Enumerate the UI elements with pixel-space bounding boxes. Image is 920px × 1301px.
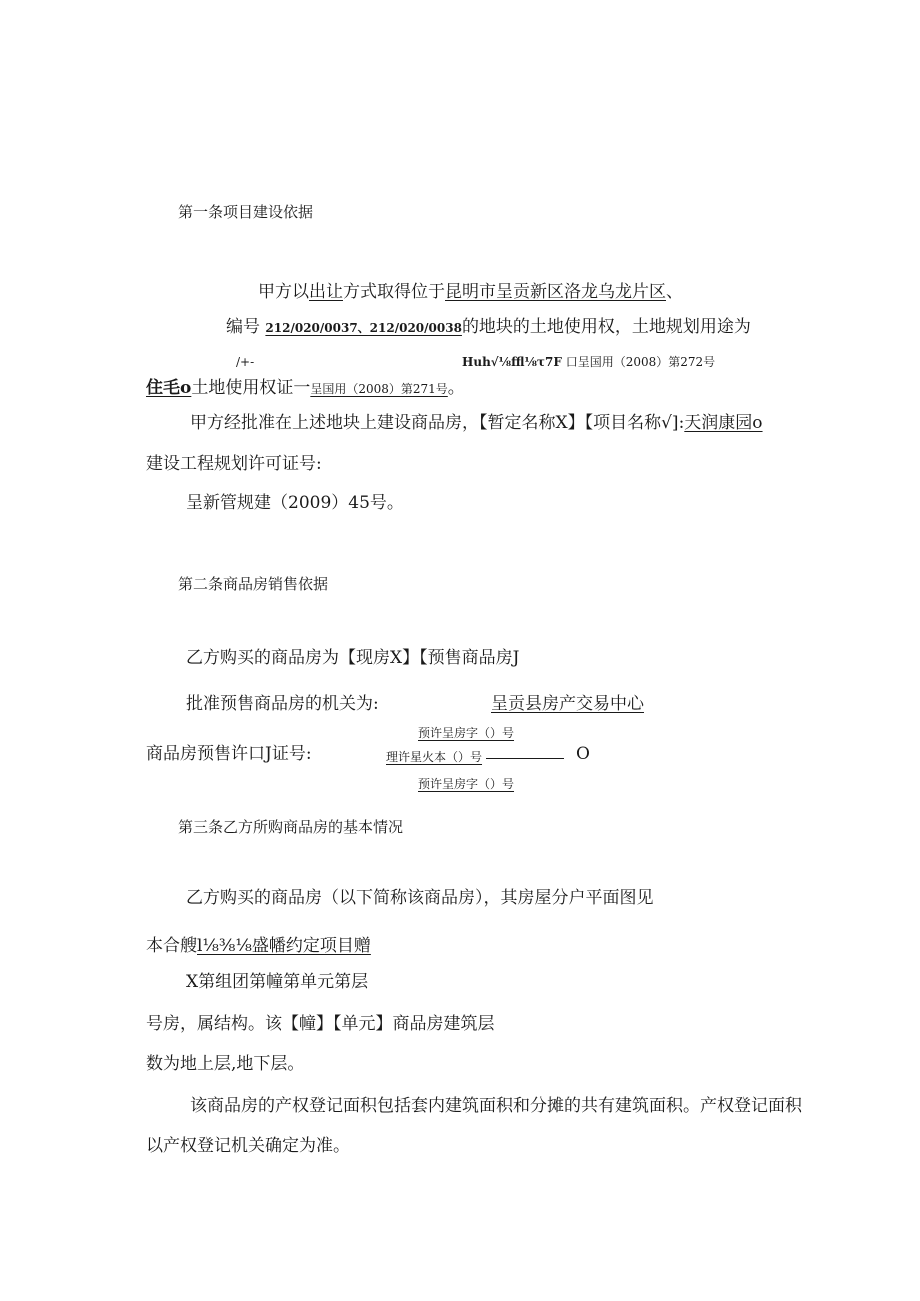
paragraph-contract-ref — [146, 938, 371, 955]
text-fragment: 土地使用权证一 — [191, 378, 311, 398]
paragraph-approval-authority — [186, 694, 644, 714]
presale-permit-text: 预许呈房字（）号 — [418, 726, 515, 740]
land-certificate-number: 呈国用（2008）第271号 — [310, 382, 448, 396]
paragraph-parcel-number — [226, 319, 751, 336]
article-1-heading: 第一条项目建设依据 — [178, 203, 314, 221]
paragraph-presale-permit: 商品房预售许口J证号: — [146, 744, 312, 764]
garbled-text: Huh√⅛ffl⅛τ7F — [462, 355, 562, 369]
paragraph-area-authority: 以产权登记机关确定为准。 — [146, 1136, 350, 1156]
text-fragment: 编号 — [226, 317, 260, 337]
planning-permit-label: 建设工程规划许可证号: — [146, 454, 322, 474]
presale-permit-text: 理许星火本（）号 — [386, 750, 483, 764]
text-fragment: 方式取得位于 — [343, 282, 445, 302]
approval-authority: 呈贡县房产交易中心 — [491, 694, 644, 714]
parcel-numbers: 212/020/0037、212/020/0038 — [265, 321, 462, 335]
article-2-heading: 第二条商品房销售依据 — [178, 575, 329, 593]
article-3-heading: 第三条乙方所购商品房的基本情况 — [178, 818, 404, 836]
paragraph-house-type: 乙方购买的商品房为【现房X】【预售商品房J — [186, 648, 520, 668]
paragraph-structure: 号房，属结构。该【幢】【单元】商品房建筑层 — [146, 1014, 495, 1034]
text-fragment: 批准预售商品房的机关为: — [186, 694, 379, 714]
project-name: 天润康园o — [684, 413, 763, 433]
presale-permit-option-mid — [386, 751, 566, 763]
text-fragment: 甲方以 — [258, 282, 309, 302]
presale-permit-text: 预许呈房字（）号 — [418, 777, 515, 791]
paragraph-registered-area: 该商品房的产权登记面积包括套内建筑面积和分摊的共有建筑面积。产权登记面积 — [190, 1096, 802, 1116]
paragraph-land-use — [146, 380, 465, 397]
text-fragment: 、 — [666, 282, 683, 302]
paragraph-land-acquisition — [258, 284, 683, 301]
text-fragment: 本合艘 — [146, 936, 197, 956]
land-use-purpose: 住毛o — [146, 378, 192, 398]
paragraph-building-location: X第组团第幢第单元第层 — [186, 972, 369, 992]
transfer-method: 出让 — [309, 282, 343, 302]
presale-permit-option-top — [418, 727, 514, 739]
certificate-number: 口呈国用（2008）第272号 — [565, 355, 716, 369]
text-fragment: 。 — [447, 378, 465, 398]
land-certificate-line — [462, 356, 715, 368]
presale-permit-option-bottom — [418, 778, 514, 790]
blank-line — [486, 757, 564, 759]
text-fragment: 的地块的土地使用权，土地规划用途为 — [461, 317, 751, 337]
garbled-fragment: /+- — [236, 355, 255, 369]
paragraph-project-name — [190, 415, 763, 432]
land-location: 昆明市呈贡新区洛龙乌龙片区 — [445, 282, 666, 302]
paragraph-floor-plan: 乙方购买的商品房（以下简称该商品房），其房屋分户平面图见 — [186, 888, 654, 908]
planning-permit-number: 呈新管规建（2009）45号。 — [186, 493, 404, 513]
paragraph-floors: 数为地上层,地下层。 — [146, 1054, 305, 1074]
text-fragment: 甲方经批准在上述地块上建设商品房，【暂定名称X】【项目名称√]: — [190, 413, 685, 433]
garbled-text: l⅛⅜⅛盛幡约定项目赠 — [197, 936, 371, 956]
presale-permit-end: O — [576, 744, 590, 764]
